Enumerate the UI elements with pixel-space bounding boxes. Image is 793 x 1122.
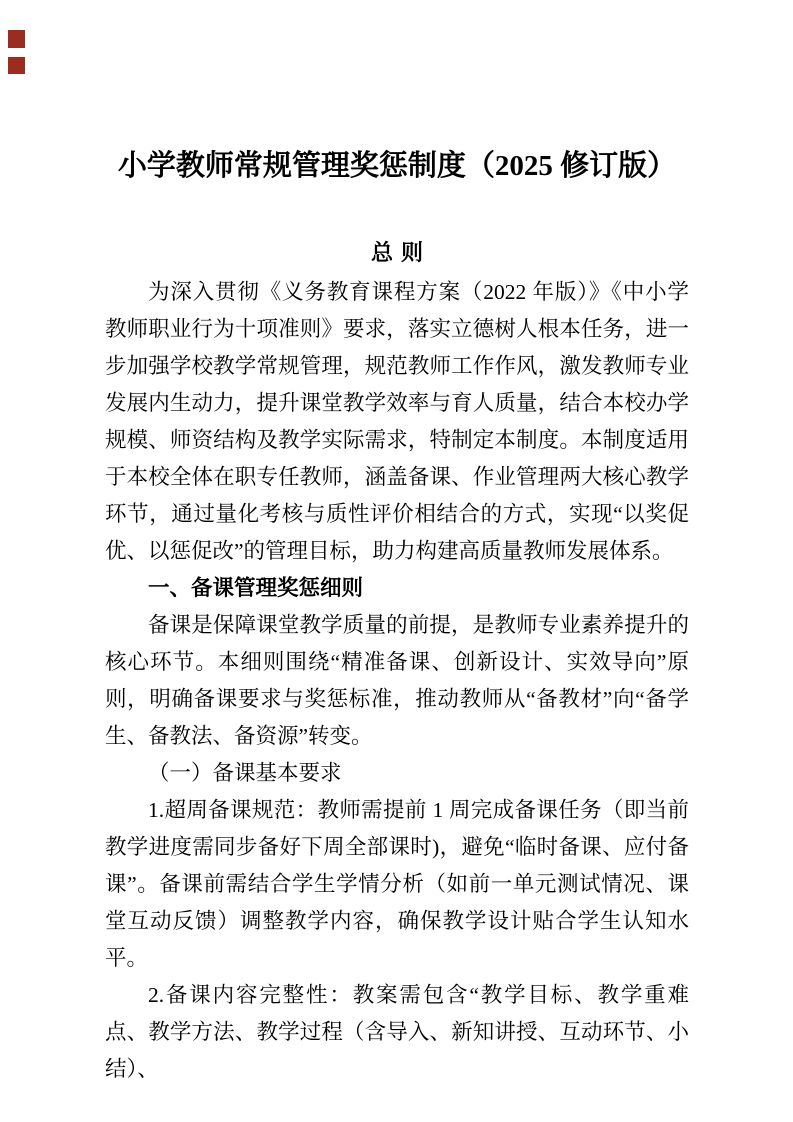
revision-mark-icon (8, 57, 25, 74)
paragraph-item-1: 1.超周备课规范：教师需提前 1 周完成备课任务（即当前教学进度需同步备好下周全部课时)，避免“临时备课、应付备课”。备课前需结合学生学情分析（如前一单元测试情况、课堂互动反馈）调整教学内容，确保教学设计贴合学生认知水平。 (105, 798, 689, 970)
paragraph-section-1-intro: 备课是保障课堂教学质量的前提，是教师专业素养提升的核心环节。本细则围绕“精准备课、创新设计、实效导向”原则，明确备课要求与奖惩标准，推动教师从“备教材”向“备学生、备教法、备资源”转变。 (105, 613, 689, 748)
subsection-1-1-heading: （一）备课基本要求 (148, 761, 342, 785)
revision-mark-icon (8, 30, 25, 48)
document-title: 小学教师常规管理奖惩制度（2025 修订版） (117, 150, 677, 182)
paragraph-item-2: 2.备课内容完整性：教案需包含“教学目标、教学重难点、教学方法、教学过程（含导入、新知讲授、互动环节、小结）、 (105, 983, 689, 1081)
paragraph-intro: 为深入贯彻《义务教育课程方案（2022 年版）》《中小学教师职业行为十项准则》要求，落实立德树人根本任务，进一步加强学校教学常规管理，规范教师工作作风，激发教师专业发展内生动力，提升课堂教学效率与育人质量，结合本校办学规模、师资结构及教学实际需求，特制定本制度。本制度适用于本校全体在职专任教师，涵盖备课、作业管理两大核心教学环节，通过量化考核与质性评价相结合的方式，实现“以奖促优、以惩促改”的管理目标，助力构建高质量教师发展体系。 (105, 280, 689, 563)
document-body (105, 274, 689, 1088)
chapter-heading-general-rules: 总则 (370, 240, 431, 265)
section-1-heading: 一、备课管理奖惩细则 (148, 576, 364, 600)
